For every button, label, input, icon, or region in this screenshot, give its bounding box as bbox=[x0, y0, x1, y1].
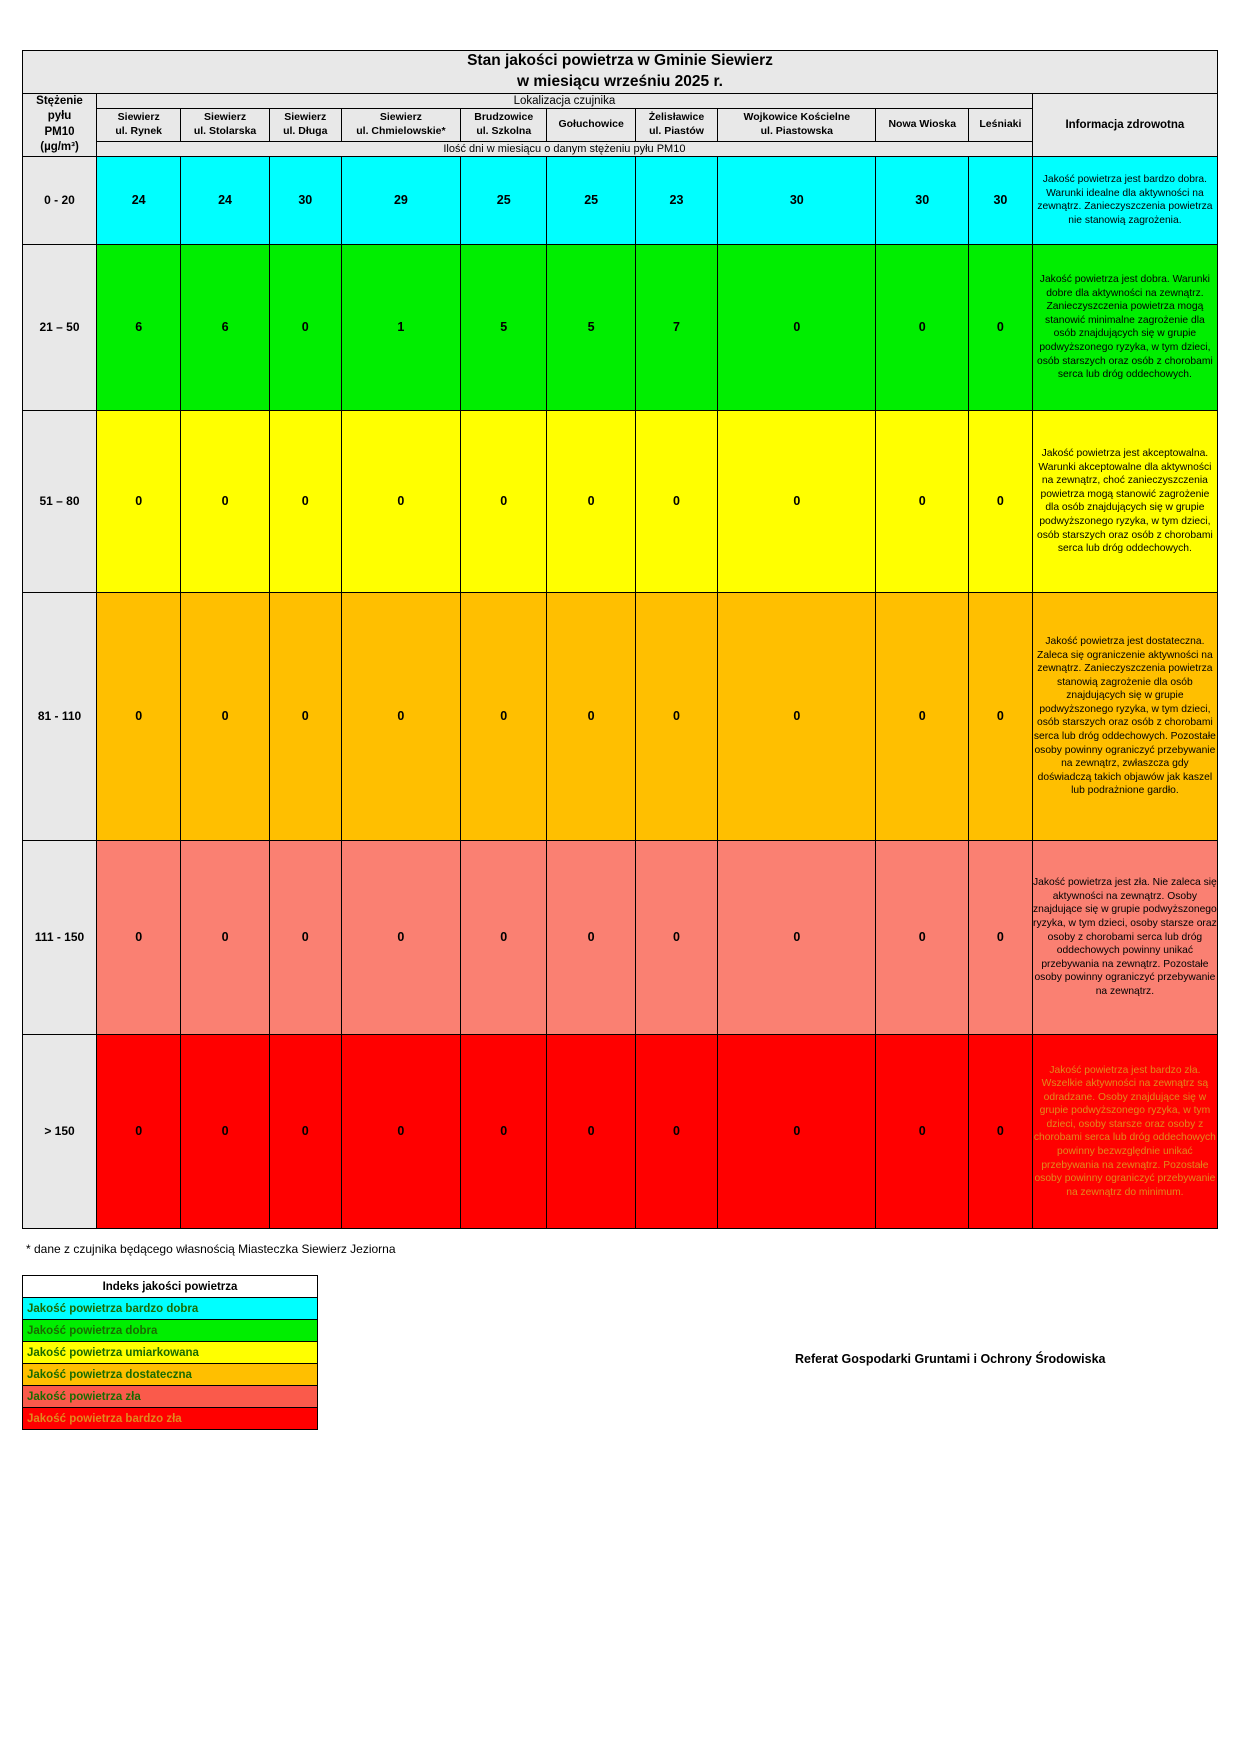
description-0: Jakość powietrza jest bardzo dobra. Warunki idealne dla aktywności na zewnątrz. Zanieczyszczenia powietrza nie stanowią zagrożenia. bbox=[1032, 156, 1217, 244]
description-1: Jakość powietrza jest dobra. Warunki dobre dla aktywności na zewnątrz. Zanieczyszczenia powietrza mogą stanowić minimalne zagrożenie dla osób znajdujących się w grupie podwyższonego ryzyka, w tym dzieci, osób starszych oraz osób z chorobami serca lub dróg oddechowych. bbox=[1032, 244, 1217, 410]
report-title-line1: Stan jakości powietrza w Gminie Siewierz bbox=[467, 52, 773, 69]
value-2-0: 0 bbox=[97, 410, 181, 592]
value-0-8: 30 bbox=[876, 156, 969, 244]
value-0-2: 30 bbox=[269, 156, 341, 244]
value-3-5: 0 bbox=[547, 592, 635, 840]
value-0-7: 30 bbox=[718, 156, 876, 244]
value-3-8: 0 bbox=[876, 592, 969, 840]
sensor-header-2-line1: Siewierz bbox=[284, 111, 327, 124]
header-concentration-line4: (µg/m³) bbox=[40, 141, 79, 154]
sensor-header-9-line1: Leśniaki bbox=[979, 118, 1022, 131]
range-label-4: 111 - 150 bbox=[23, 840, 97, 1034]
value-2-2: 0 bbox=[269, 410, 341, 592]
legend-item bbox=[23, 1342, 318, 1364]
department-label: Referat Gospodarki Gruntami i Ochrony Środowiska bbox=[795, 1352, 1106, 1366]
value-1-7: 0 bbox=[718, 244, 876, 410]
value-5-1: 0 bbox=[181, 1034, 269, 1228]
value-4-1: 0 bbox=[181, 840, 269, 1034]
sensor-header-8 bbox=[876, 108, 969, 141]
value-1-9: 0 bbox=[969, 244, 1033, 410]
value-2-8: 0 bbox=[876, 410, 969, 592]
sensor-header-4-line1: Brudzowice bbox=[474, 111, 534, 124]
sensor-header-0-line1: Siewierz bbox=[117, 111, 160, 124]
value-3-7: 0 bbox=[718, 592, 876, 840]
table-title-row bbox=[23, 51, 1218, 94]
value-4-9: 0 bbox=[969, 840, 1033, 1034]
sensor-header-0 bbox=[97, 108, 181, 141]
sensor-header-2 bbox=[269, 108, 341, 141]
sensor-header-7-line2: ul. Piastowska bbox=[760, 124, 833, 137]
header-days-count: Ilość dni w miesiącu o danym stężeniu pyłu PM10 bbox=[97, 141, 1033, 156]
sensor-header-1 bbox=[181, 108, 269, 141]
value-3-4: 0 bbox=[461, 592, 547, 840]
value-3-1: 0 bbox=[181, 592, 269, 840]
table-row bbox=[23, 840, 1218, 1034]
value-3-6: 0 bbox=[635, 592, 717, 840]
sensor-header-7 bbox=[718, 108, 876, 141]
value-1-8: 0 bbox=[876, 244, 969, 410]
value-2-7: 0 bbox=[718, 410, 876, 592]
value-0-5: 25 bbox=[547, 156, 635, 244]
description-3: Jakość powietrza jest dostateczna. Zaleca się ograniczenie aktywności na zewnątrz. Zanieczyszczenia powietrza stanowią zagrożenie dla osób znajdujących się w grupie podwyższonego ryzyka, w tym dzieci, osób starszych oraz osób z chorobami serca lub dróg oddechowych. Pozostałe osoby powinny ograniczyć przebywanie na zewnątrz, zwłaszcza gdy doświadczą takich objawów jak kaszel lub podrażnione gardło. bbox=[1032, 592, 1217, 840]
sensor-header-4 bbox=[461, 108, 547, 141]
value-2-3: 0 bbox=[341, 410, 460, 592]
table-row bbox=[23, 244, 1218, 410]
value-4-4: 0 bbox=[461, 840, 547, 1034]
description-4: Jakość powietrza jest zła. Nie zaleca się aktywności na zewnątrz. Osoby znajdujące się w grupie podwyższonego ryzyka, w tym dzieci, osoby starsze oraz osoby z chorobami serca lub dróg oddechowych powinny unikać przebywania na zewnątrz. Pozostałe osoby powinny ograniczyć przebywanie na zewnątrz. bbox=[1032, 840, 1217, 1034]
sensor-header-5 bbox=[547, 108, 635, 141]
legend-item bbox=[23, 1320, 318, 1342]
sensor-header-5-line1: Gołuchowice bbox=[558, 118, 624, 131]
value-4-8: 0 bbox=[876, 840, 969, 1034]
value-1-2: 0 bbox=[269, 244, 341, 410]
sensor-header-7-line1: Wojkowice Kościelne bbox=[743, 111, 851, 124]
report-title-line2: w miesiącu wrześniu 2025 r. bbox=[517, 72, 723, 90]
footnote: * dane z czujnika będącego własnością Miasteczka Siewierz Jeziorna bbox=[26, 1242, 396, 1256]
value-3-9: 0 bbox=[969, 592, 1033, 840]
air-quality-table bbox=[22, 50, 1218, 1229]
value-4-6: 0 bbox=[635, 840, 717, 1034]
value-2-9: 0 bbox=[969, 410, 1033, 592]
value-4-7: 0 bbox=[718, 840, 876, 1034]
legend-item bbox=[23, 1408, 318, 1430]
value-1-6: 7 bbox=[635, 244, 717, 410]
value-3-0: 0 bbox=[97, 592, 181, 840]
value-0-6: 23 bbox=[635, 156, 717, 244]
sensor-header-8-line1: Nowa Wioska bbox=[888, 118, 957, 131]
value-3-2: 0 bbox=[269, 592, 341, 840]
value-1-3: 1 bbox=[341, 244, 460, 410]
value-0-3: 29 bbox=[341, 156, 460, 244]
sensor-header-2-line2: ul. Długa bbox=[283, 124, 328, 137]
value-2-1: 0 bbox=[181, 410, 269, 592]
legend-item-bad: Jakość powietrza zła bbox=[23, 1386, 318, 1408]
legend-item-moderate: Jakość powietrza umiarkowana bbox=[23, 1342, 318, 1364]
header-concentration-line1: Stężenie bbox=[36, 94, 83, 107]
value-1-4: 5 bbox=[461, 244, 547, 410]
legend-item-very-good: Jakość powietrza bardzo dobra bbox=[23, 1298, 318, 1320]
value-5-7: 0 bbox=[718, 1034, 876, 1228]
legend-item bbox=[23, 1364, 318, 1386]
sensor-header-3-line2: ul. Chmielowskie* bbox=[356, 124, 446, 137]
header-concentration-line2: pyłu bbox=[47, 110, 72, 123]
value-5-5: 0 bbox=[547, 1034, 635, 1228]
legend-title: Indeks jakości powietrza bbox=[23, 1276, 318, 1298]
value-1-0: 6 bbox=[97, 244, 181, 410]
value-5-0: 0 bbox=[97, 1034, 181, 1228]
value-0-0: 24 bbox=[97, 156, 181, 244]
value-5-3: 0 bbox=[341, 1034, 460, 1228]
value-5-2: 0 bbox=[269, 1034, 341, 1228]
header-concentration-line3: PM10 bbox=[44, 125, 75, 138]
legend-item-sufficient: Jakość powietrza dostateczna bbox=[23, 1364, 318, 1386]
sensor-header-6-line1: Żelisławice bbox=[648, 111, 705, 124]
range-label-1: 21 – 50 bbox=[23, 244, 97, 410]
table-row bbox=[23, 1034, 1218, 1228]
sensor-header-3 bbox=[341, 108, 460, 141]
value-4-2: 0 bbox=[269, 840, 341, 1034]
range-label-2: 51 – 80 bbox=[23, 410, 97, 592]
sensor-header-9 bbox=[969, 108, 1033, 141]
header-concentration bbox=[23, 93, 97, 156]
legend-item bbox=[23, 1386, 318, 1408]
value-4-0: 0 bbox=[97, 840, 181, 1034]
sensor-header-3-line1: Siewierz bbox=[379, 111, 422, 124]
value-0-1: 24 bbox=[181, 156, 269, 244]
value-5-9: 0 bbox=[969, 1034, 1033, 1228]
sensor-header-0-line2: ul. Rynek bbox=[115, 124, 163, 137]
value-5-6: 0 bbox=[635, 1034, 717, 1228]
range-label-0: 0 - 20 bbox=[23, 156, 97, 244]
value-0-9: 30 bbox=[969, 156, 1033, 244]
header-health-info: Informacja zdrowotna bbox=[1032, 93, 1217, 156]
value-2-6: 0 bbox=[635, 410, 717, 592]
legend-title-row bbox=[23, 1276, 318, 1298]
range-label-5: > 150 bbox=[23, 1034, 97, 1228]
value-4-5: 0 bbox=[547, 840, 635, 1034]
value-1-5: 5 bbox=[547, 244, 635, 410]
legend-item-good: Jakość powietrza dobra bbox=[23, 1320, 318, 1342]
value-2-5: 0 bbox=[547, 410, 635, 592]
value-5-4: 0 bbox=[461, 1034, 547, 1228]
description-2: Jakość powietrza jest akceptowalna. Warunki akceptowalne dla aktywności na zewnątrz, choć zanieczyszczenia powietrza mogą stanowić zagrożenie dla osób znajdujących się w grupie podwyższonego ryzyka, w tym dzieci, osób starszych oraz osób z chorobami serca lub dróg oddechowych. bbox=[1032, 410, 1217, 592]
legend-item bbox=[23, 1298, 318, 1320]
value-1-1: 6 bbox=[181, 244, 269, 410]
sensor-header-1-line2: ul. Stolarska bbox=[193, 124, 257, 137]
value-3-3: 0 bbox=[341, 592, 460, 840]
legend-item-very-bad: Jakość powietrza bardzo zła bbox=[23, 1408, 318, 1430]
sensor-header-4-line2: ul. Szkolna bbox=[476, 124, 532, 137]
sensor-header-6-line2: ul. Piastów bbox=[649, 124, 704, 137]
sensor-header-1-line1: Siewierz bbox=[204, 111, 247, 124]
value-0-4: 25 bbox=[461, 156, 547, 244]
report-title bbox=[23, 51, 1218, 94]
sensor-header-6 bbox=[635, 108, 717, 141]
table-header-row-1 bbox=[23, 93, 1218, 108]
header-sensor-location: Lokalizacja czujnika bbox=[97, 93, 1033, 108]
value-4-3: 0 bbox=[341, 840, 460, 1034]
description-5: Jakość powietrza jest bardzo zła. Wszelkie aktywności na zewnątrz są odradzane. Osoby znajdujące się w grupie podwyższonego ryzyka, w tym dzieci, osoby starsze oraz osoby z chorobami serca lub dróg oddechowych powinny bezwzględnie unikać przebywania na zewnątrz. Pozostałe osoby powinny ograniczyć przebywanie na zewnątrz do minimum. bbox=[1032, 1034, 1217, 1228]
value-2-4: 0 bbox=[461, 410, 547, 592]
value-5-8: 0 bbox=[876, 1034, 969, 1228]
range-label-3: 81 - 110 bbox=[23, 592, 97, 840]
table-row bbox=[23, 410, 1218, 592]
legend-table bbox=[22, 1275, 318, 1430]
table-row bbox=[23, 592, 1218, 840]
table-row bbox=[23, 156, 1218, 244]
